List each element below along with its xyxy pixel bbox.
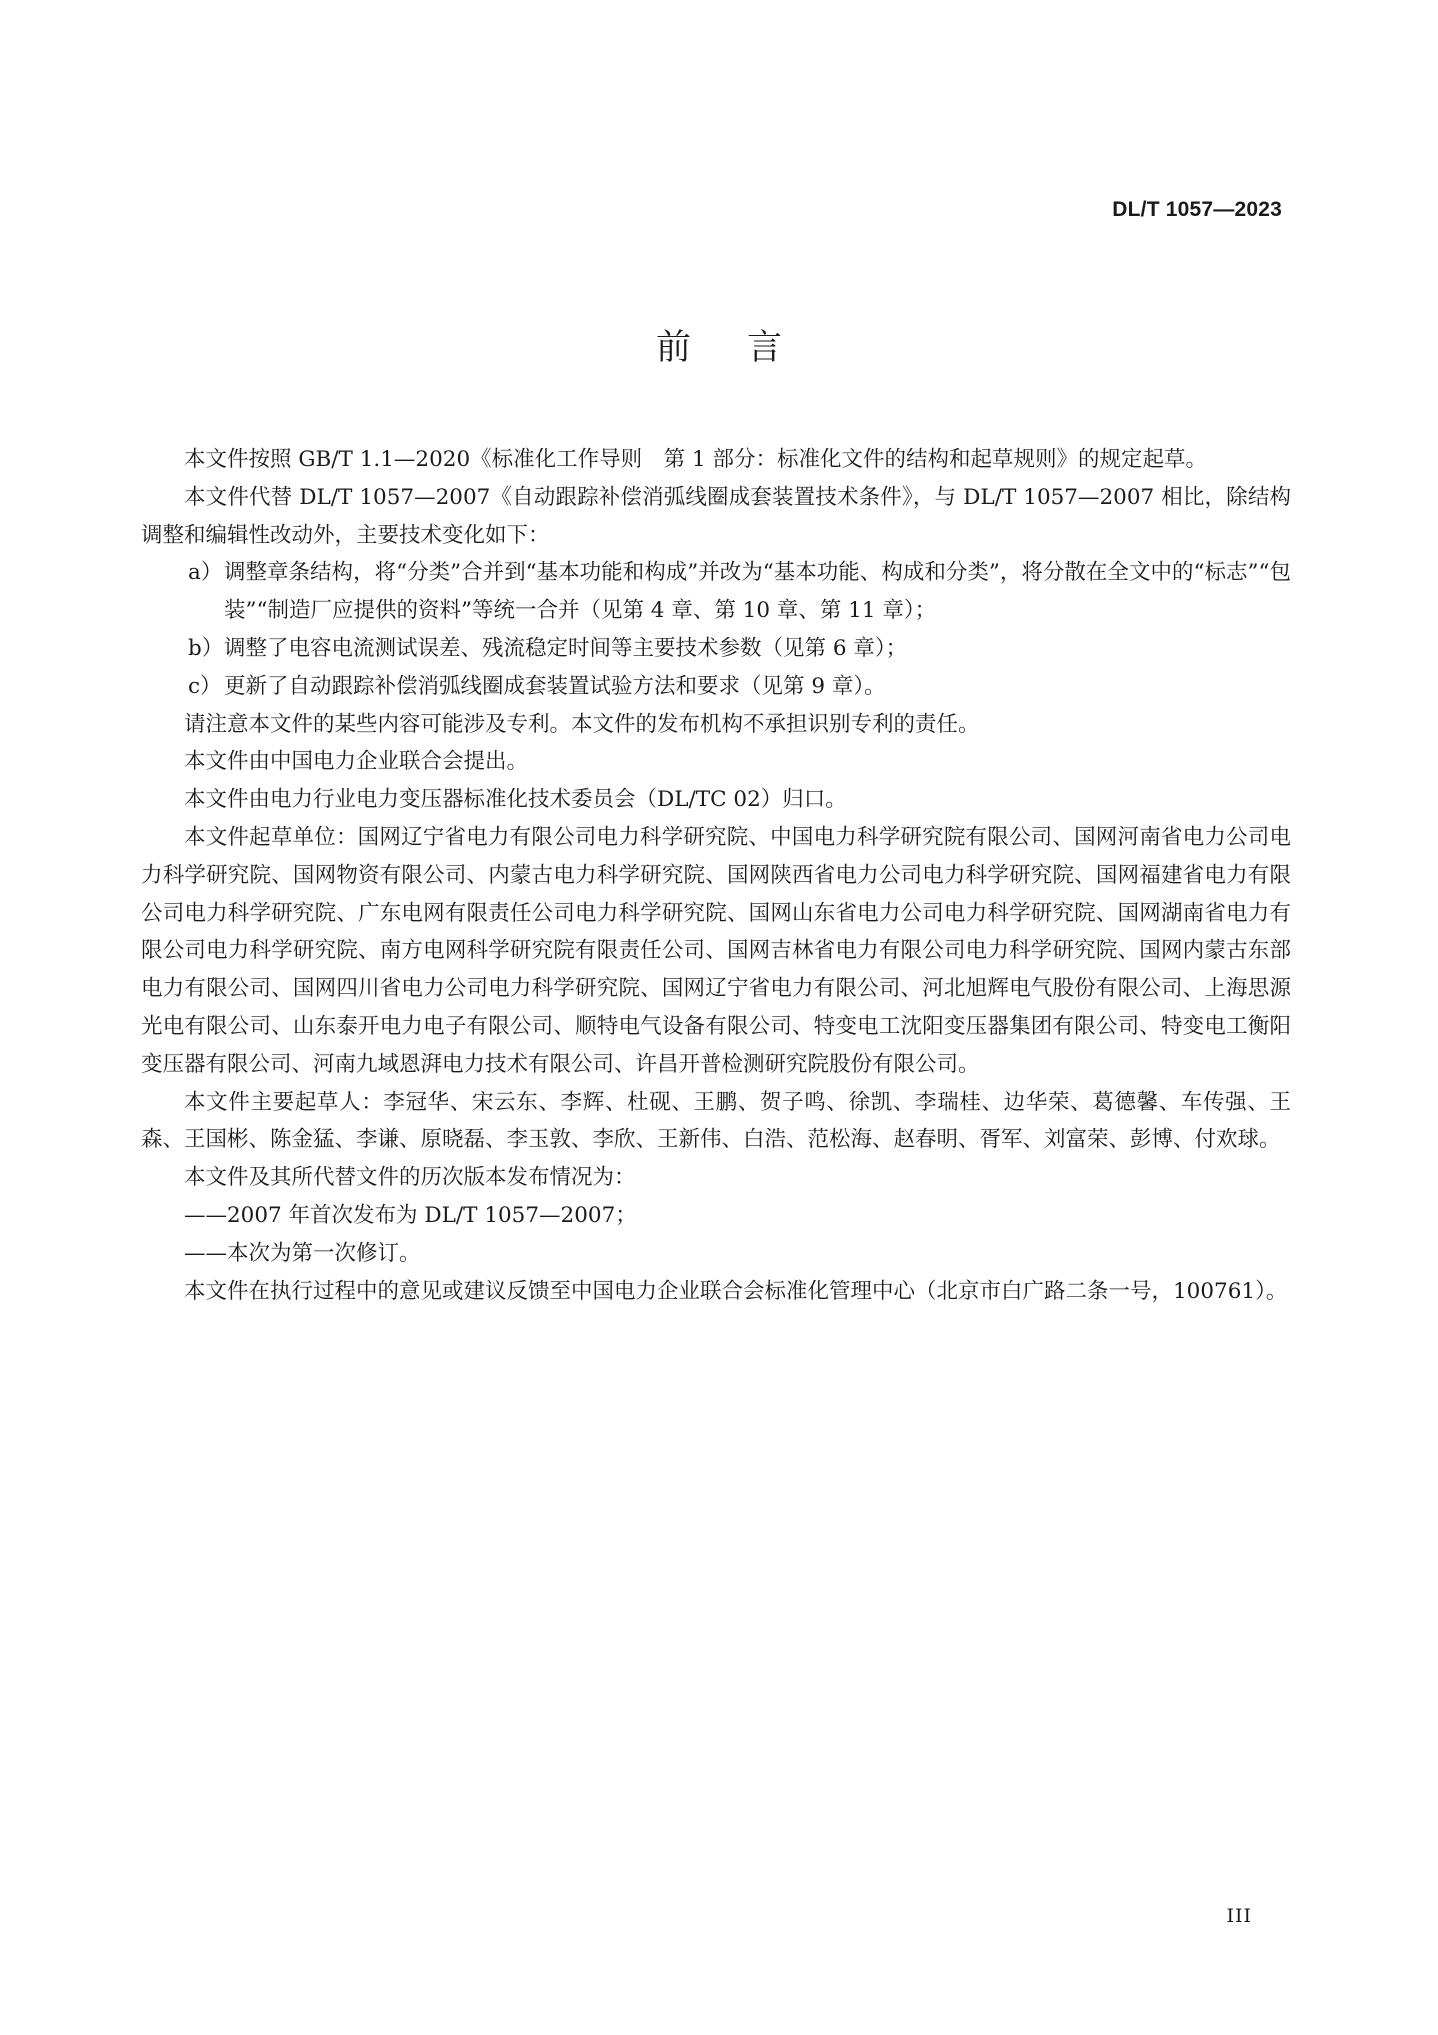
paragraph-history-2007: ——2007 年首次发布为 DL/T 1057—2007； — [184, 1202, 637, 1228]
paragraph-version-history: 本文件及其所代替文件的历次版本发布情况为： — [184, 1165, 636, 1191]
list-item — [141, 668, 1291, 706]
paragraph-drafting-units: 本文件起草单位：国网辽宁省电力有限公司电力科学研究院、中国电力科学研究院有限公司、国网河南省电力公司电力科学研究院、国网物资有限公司、内蒙古电力科学研究院、国网陕西省电力公司电力科学研究院、国网福建省电力有限公司电力科学研究院、广东电网有限责任公司电力科学研究院、国网山东省电力公司电力科学研究院、国网湖南省电力有限公司电力科学研究院、南方电网科学研究院有限责任公司、国网吉林省电力有限公司电力科学研究院、国网内蒙古东部电力有限公司、国网四川省电力公司电力科学研究院、国网辽宁省电力有限公司、河北旭辉电气股份有限公司、上海思源光电有限公司、山东泰开电力电子有限公司、顺特电气设备有限公司、特变电工沈阳变压器集团有限公司、特变电工衡阳变压器有限公司、河南九域恩湃电力技术有限公司、许昌开普检测研究院股份有限公司。 — [141, 824, 1291, 1077]
list-item-text: 调整了电容电流测试误差、残流稳定时间等主要技术参数（见第 6 章）； — [224, 635, 908, 661]
page-title: 前言 — [655, 328, 838, 368]
list-item — [141, 554, 1291, 630]
paragraph-proposer: 本文件由中国电力企业联合会提出。 — [184, 749, 529, 775]
list-item — [141, 630, 1291, 668]
list-marker: a） — [188, 560, 223, 586]
list-item-text: 更新了自动跟踪补偿消弧线圈成套装置试验方法和要求（见第 9 章）。 — [224, 673, 886, 699]
paragraph-feedback: 本文件在执行过程中的意见或建议反馈至中国电力企业联合会标准化管理中心（北京市白广路二条一号，100761）。 — [184, 1278, 1288, 1304]
paragraph-patent-notice: 请注意本文件的某些内容可能涉及专利。本文件的发布机构不承担识别专利的责任。 — [184, 711, 980, 737]
paragraph-replacement: 本文件代替 DL/T 1057—2007《自动跟踪补偿消弧线圈成套装置技术条件》，与 DL/T 1057—2007 相比，除结构调整和编辑性改动外，主要技术变化如下： — [141, 484, 1291, 548]
document-number: DL/T 1057—2023 — [1112, 198, 1282, 221]
list-marker: c） — [188, 673, 222, 699]
page-number: III — [1226, 1905, 1252, 1927]
paragraph-committee: 本文件由电力行业电力变压器标准化技术委员会（DL/TC 02）归口。 — [184, 787, 847, 813]
list-marker: b） — [188, 635, 224, 661]
paragraph-drafting-rules: 本文件按照 GB/T 1.1—2020《标准化工作导则 第 1 部分：标准化文件的结构和起草规则》的规定起草。 — [184, 447, 1207, 472]
paragraph-drafters: 本文件主要起草人：李冠华、宋云东、李辉、杜砚、王鹏、贺子鸣、徐凯、李瑞桂、边华荣、葛德馨、车传强、王森、王国彬、陈金猛、李谦、原晓磊、李玉敦、李欣、王新伟、白浩、范松海、赵春明、胥军、刘富荣、彭博、付欢球。 — [141, 1089, 1291, 1153]
paragraph-history-revision: ——本次为第一次修订。 — [184, 1240, 421, 1266]
foreword-body — [141, 441, 1291, 1310]
list-item-text: 调整章条结构，将“分类”合并到“基本功能和构成”并改为“基本功能、构成和分类”，将分散在全文中的“标志”“包装”“制造厂应提供的资料”等统一合并（见第 4 章、第 10 章、第 11 章）； — [224, 560, 1291, 624]
